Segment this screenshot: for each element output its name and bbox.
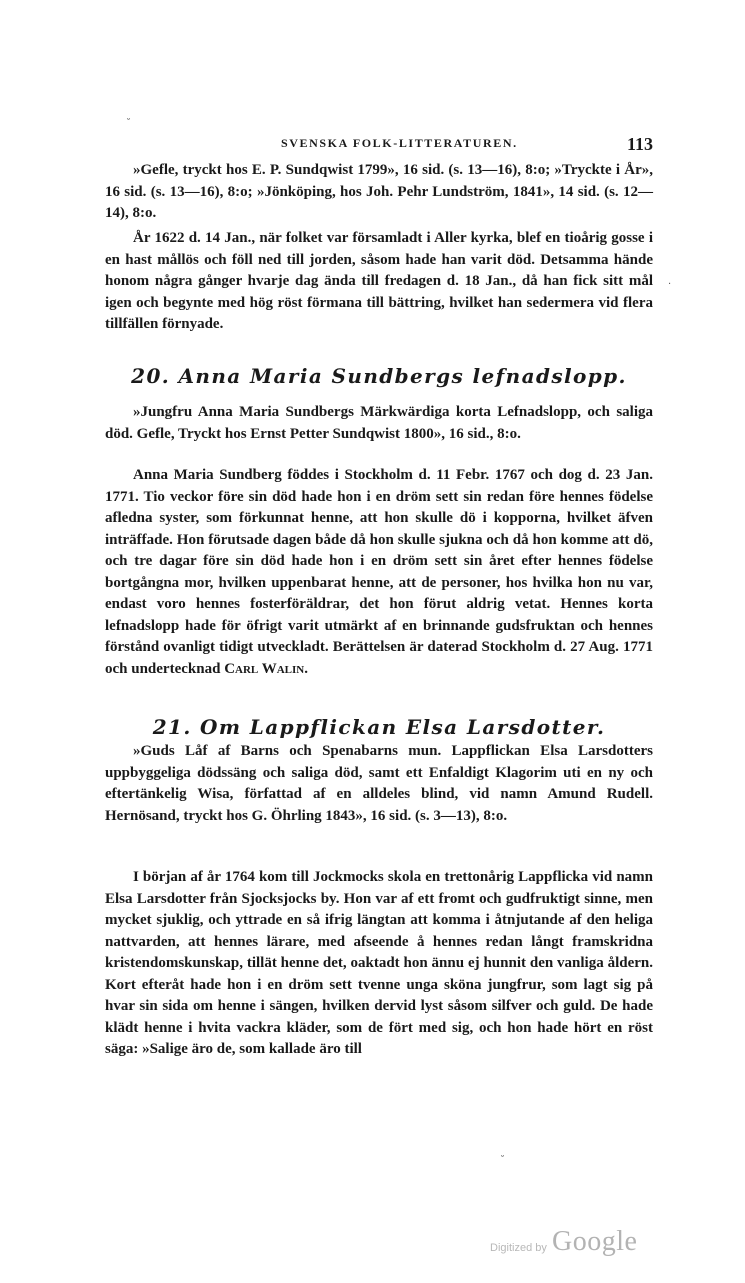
paragraph-1: [105, 160, 653, 225]
ink-speck: ˘: [126, 118, 131, 129]
page-number: 113: [626, 134, 653, 154]
ink-speck: ·: [668, 279, 672, 290]
paragraph-6: [105, 867, 653, 1061]
paragraph-4: [105, 465, 653, 680]
paragraph-6-text: I början af år 1764 kom till Jockmocks skola en trettonårig Lappflicka vid namn Elsa Larsdotter från Sjocksjocks by. Hon var af ett fromt och gudfruktigt sinne, men mycket sjuklig, och yttrade en så ifrig längtan att komma i åtnjutande af den heliga nattvarden, att hennes lärare, med afseende å hennes redan långt framskridna kristendomskunskap, tillät henne det, oaktadt hon ännu ej hunnit den vanliga åldern. Kort efteråt hade hon i en dröm sett tvenne unga sköna jungfrur, som lagt sig på hvar sin sida om henne i sängen, hvilken dervid lyst såsom silfver och guld. De hade klädt henne i hvita vackra kläder, som de fört med sig, och hon hade hört en röst säga: »Salige äro de, som kallade äro till: [105, 869, 653, 1057]
paragraph-5: [105, 741, 653, 827]
ink-speck: ˘: [500, 1155, 505, 1166]
running-head: [105, 134, 653, 156]
paragraph-5-text: »Guds Låf af Barns och Spenabarns mun. Lappflickan Elsa Larsdotters uppbyggeliga dödssäng och saliga död, samt ett Enfaldigt Klagorim uti en ny och eftertänkelig Wisa, författad af en alldeles blind, vid namn Amund Rudell. Hernösand, tryckt hos G. Öhrling 1843», 16 sid. (s. 3—13), 8:o.: [105, 743, 653, 824]
digitized-watermark: [490, 1228, 650, 1262]
section-heading-21: 21. Om Lappflickan Elsa Larsdotter.: [152, 715, 606, 739]
google-logo: Google: [552, 1226, 638, 1257]
author-signature: Carl Walin.: [224, 660, 308, 677]
paragraph-2: [105, 228, 653, 336]
digitized-by-label: Digitized by: [490, 1242, 547, 1254]
running-title: SVENSKA FOLK-LITTERATUREN.: [281, 136, 518, 150]
paragraph-4-text: [105, 465, 653, 680]
paragraph-3: [105, 402, 653, 445]
paragraph-4-main: Anna Maria Sundberg föddes i Stockholm d. 11 Febr. 1767 och dog d. 23 Jan. 1771. Tio veckor före sin död hade hon i en dröm sett sin redan före hennes födelse afledna syster, som förkunnat henne, att hon skulle dö i kopporna, hvilket äfven inträffade. Hon förutsade dagen både då hon skulle sjukna och då hon komme att dö, och tre dagar före sin död hade hon i en dröm sett sin året efter hennes födelse bortgångna mor, hvilken uppenbarat henne, att de personer, hos hvilka hon nu var, endast voro hennes fosterföräldrar, det hon förut aldrig vetat. Hennes korta lefnadslopp hade för öfrigt varit utmärkt af en brinnande gudsfruktan och hennes förstånd ovanligt tidigt utveckladt. Berättelsen är daterad Stockholm d. 27 Aug. 1771 och undertecknad: [105, 467, 653, 677]
paragraph-3-text: »Jungfru Anna Maria Sundbergs Märkwärdiga korta Lefnadslopp, och saliga död. Gefle, Tryckt hos Ernst Petter Sundqwist 1800», 16 sid., 8:o.: [105, 404, 653, 442]
section-heading-20: 20. Anna Maria Sundbergs lefnadslopp.: [131, 364, 627, 388]
paragraph-1-text: »Gefle, tryckt hos E. P. Sundqwist 1799», 16 sid. (s. 13—16), 8:o; »Tryckte i År», 16 sid. (s. 13—16), 8:o; »Jönköping, hos Joh. Pehr Lundström, 1841», 14 sid. (s. 12—14), 8:o.: [105, 162, 653, 221]
paragraph-2-text: År 1622 d. 14 Jan., när folket var församladt i Aller kyrka, blef en tioårig gosse i en hast mållös och föll ned till jorden, såsom hade han varit död. Detsamma hände honom några gånger hvarje dag ända till fredagen d. 18 Jan., då han fick sitt mål igen och begynte med hög röst förmana till bättring, hvilket han sedermera vid flera tillfällen förnyade.: [105, 230, 653, 332]
